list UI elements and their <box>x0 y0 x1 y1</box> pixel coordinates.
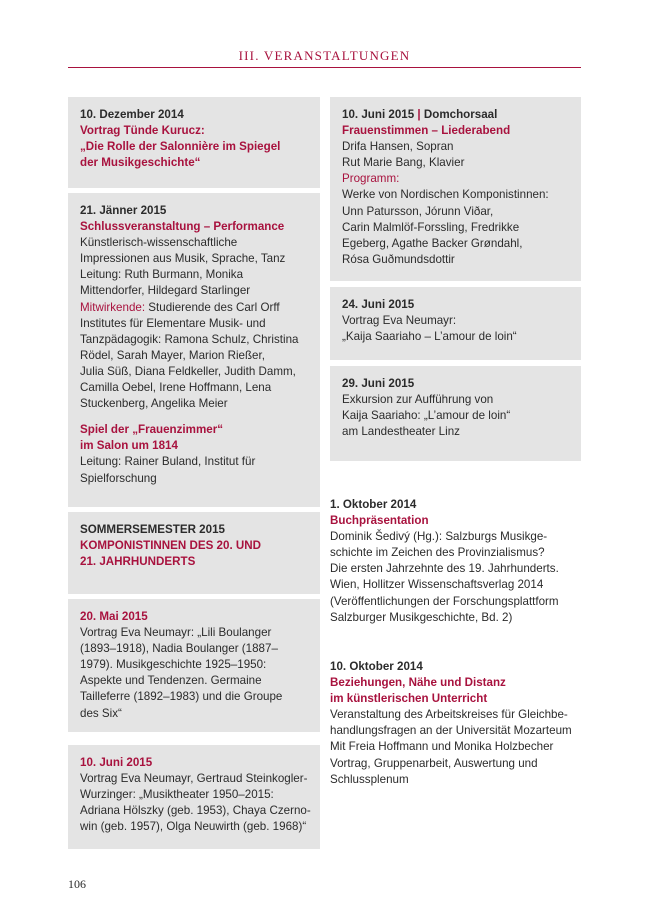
event-title: Frauenstimmen – Liederabend <box>342 124 511 138</box>
spiel-desc-line: Leitung: Rainer Buland, Institut für <box>80 455 256 469</box>
program-label: Programm: <box>342 172 400 186</box>
event-desc-line: Tailleferre (1892–1983) und die Groupe <box>80 690 283 704</box>
event-box-jaenner-2015 <box>68 193 320 507</box>
mitwirkende-line: Julia Süß, Diana Feldkeller, Judith Damm, <box>80 364 296 378</box>
event-date: 10. Oktober 2014 <box>330 660 423 673</box>
event-title-line: Vortrag Tünde Kurucz: <box>80 124 205 138</box>
event-desc-line: handlungsfragen an der Universität Mozarteum <box>330 724 572 738</box>
page-number: 106 <box>68 877 86 891</box>
event-desc-line: Die ersten Jahrzehnte des 19. Jahrhunderts. <box>330 562 559 576</box>
event-desc-line: schichte im Zeichen des Provinzialismus? <box>330 546 545 560</box>
event-desc-line: (Veröffentlichungen der Forschungsplattform <box>330 594 559 608</box>
event-oktober-2014-beziehungen <box>330 659 581 788</box>
mitwirkende-line <box>80 300 308 316</box>
event-desc-line: Veranstaltung des Arbeitskreises für Gleichbe- <box>330 708 568 722</box>
event-date: 10. Juni 2015 <box>342 108 415 121</box>
event-desc-line: Vortrag Eva Neumayr: <box>342 314 457 328</box>
event-desc-line: Wurzinger: „Musiktheater 1950–2015: <box>80 788 274 802</box>
event-date: 1. Oktober 2014 <box>330 498 417 511</box>
event-box-dezember-2014 <box>68 97 320 188</box>
event-box-mai-2015 <box>68 599 320 732</box>
event-box-juni-2015-left <box>68 745 320 849</box>
semester-heading: SOMMERSEMESTER 2015 <box>80 523 225 536</box>
event-desc-line: win (geb. 1957), Olga Neuwirth (geb. 1968)“ <box>80 820 307 834</box>
event-title-line: Beziehungen, Nähe und Distanz <box>330 676 506 690</box>
program-line: Unn Patursson, Jórunn Viðar, <box>342 204 494 218</box>
event-desc-line: Dominik Šedivý (Hg.): Salzburgs Musikge- <box>330 530 548 544</box>
event-desc-line: Vortrag Eva Neumayr, Gertraud Steinkogler- <box>80 772 308 786</box>
mitwirkende-line: Tanzpädagogik: Ramona Schulz, Christina <box>80 332 299 346</box>
mitwirkende-line: Camilla Oebel, Irene Hoffmann, Lena <box>80 381 272 395</box>
event-desc-line: 1979). Musikgeschichte 1925–1950: <box>80 658 267 672</box>
program-line: Carin Malmlöf-Forssling, Fredrikke <box>342 220 520 234</box>
event-date: 21. Jänner 2015 <box>80 204 167 217</box>
event-title-line: der Musikgeschichte“ <box>80 156 201 170</box>
event-date: 24. Juni 2015 <box>342 298 415 311</box>
mitwirkende-line: Institutes für Elementare Musik- und <box>80 316 266 330</box>
program-line: Werke von Nordischen Komponistinnen: <box>342 188 549 202</box>
mitwirkende-line: Rödel, Sarah Mayer, Marion Rießer, <box>80 348 265 362</box>
spiel-title-line: Spiel der „Frauenzimmer“ <box>80 423 224 437</box>
event-desc-line: Vortrag Eva Neumayr: „Lili Boulanger <box>80 626 272 640</box>
event-desc-line: Aspekte und Tendenzen. Germaine <box>80 674 262 688</box>
semester-title-line: 21. JAHRHUNDERTS <box>80 555 196 569</box>
event-desc-line: Exkursion zur Aufführung von <box>342 393 494 407</box>
event-desc-line: (1893–1918), Nadia Boulanger (1887– <box>80 642 278 656</box>
event-desc-line: Salzburger Musikgeschichte, Bd. 2) <box>330 610 513 624</box>
event-box-juni-2015-domchorsaal <box>330 97 581 281</box>
event-desc-line: Leitung: Ruth Burmann, Monika <box>80 268 244 282</box>
event-box-24-juni-2015 <box>330 287 581 360</box>
event-box-29-juni-2015 <box>330 366 581 461</box>
event-desc-line: Impressionen aus Musik, Sprache, Tanz <box>80 252 286 266</box>
performer-line: Drifa Hansen, Sopran <box>342 140 454 154</box>
mitwirkende-line: Stuckenberg, Angelika Meier <box>80 397 228 411</box>
running-header: III. VERANSTALTUNGEN <box>238 48 411 63</box>
event-title: Schlussveranstaltung – Performance <box>80 220 285 234</box>
event-desc-line: Künstlerisch-wissenschaftliche <box>80 236 238 250</box>
event-desc-line: Vortrag, Gruppenarbeit, Auswertung und <box>330 756 538 770</box>
program-line: Rósa Guðmundsdottir <box>342 252 455 266</box>
semester-title-line: KOMPONISTINNEN DES 20. UND <box>80 539 262 553</box>
event-desc-line: Adriana Hölszky (geb. 1953), Chaya Czerno- <box>80 804 311 818</box>
separator: | <box>414 108 424 121</box>
semester-box <box>68 512 320 594</box>
event-desc-line: Wien, Hollitzer Wissenschaftsverlag 2014 <box>330 578 544 592</box>
event-desc-line: am Landestheater Linz <box>342 425 460 439</box>
event-date: 20. Mai 2015 <box>80 610 148 623</box>
event-date-venue <box>342 107 569 123</box>
performer-line: Rut Marie Bang, Klavier <box>342 156 465 170</box>
spacer <box>80 412 308 422</box>
mitwirkende-label: Mitwirkende: <box>80 300 146 314</box>
event-oktober-2014-buch <box>330 497 581 626</box>
event-date: 29. Juni 2015 <box>342 377 415 390</box>
header-rule <box>68 67 581 68</box>
event-desc-line: „Kaija Saariaho – L’amour de loin“ <box>342 330 517 344</box>
event-desc-line: Kaija Saariaho: „L’amour de loin“ <box>342 409 511 423</box>
event-title-line: „Die Rolle der Salonnière im Spiegel <box>80 140 281 154</box>
event-date: 10. Dezember 2014 <box>80 108 184 121</box>
event-desc-line: des Six“ <box>80 706 122 720</box>
event-title-line: im künstlerischen Unterricht <box>330 692 488 706</box>
program-line: Egeberg, Agathe Backer Grøndahl, <box>342 236 523 250</box>
event-desc-line: Schlussplenum <box>330 772 409 786</box>
spiel-desc-line: Spielforschung <box>80 471 157 485</box>
event-venue: Domchorsaal <box>423 108 498 121</box>
event-date: 10. Juni 2015 <box>80 756 153 769</box>
event-title: Buchpräsentation <box>330 514 429 528</box>
event-desc-line: Mittendorfer, Hildegard Starlinger <box>80 284 251 298</box>
event-desc-line: Mit Freia Hoffmann und Monika Holzbecher <box>330 740 554 754</box>
mitwirkende-text: Studierende des Carl Orff <box>145 300 280 314</box>
spiel-title-line: im Salon um 1814 <box>80 439 178 453</box>
